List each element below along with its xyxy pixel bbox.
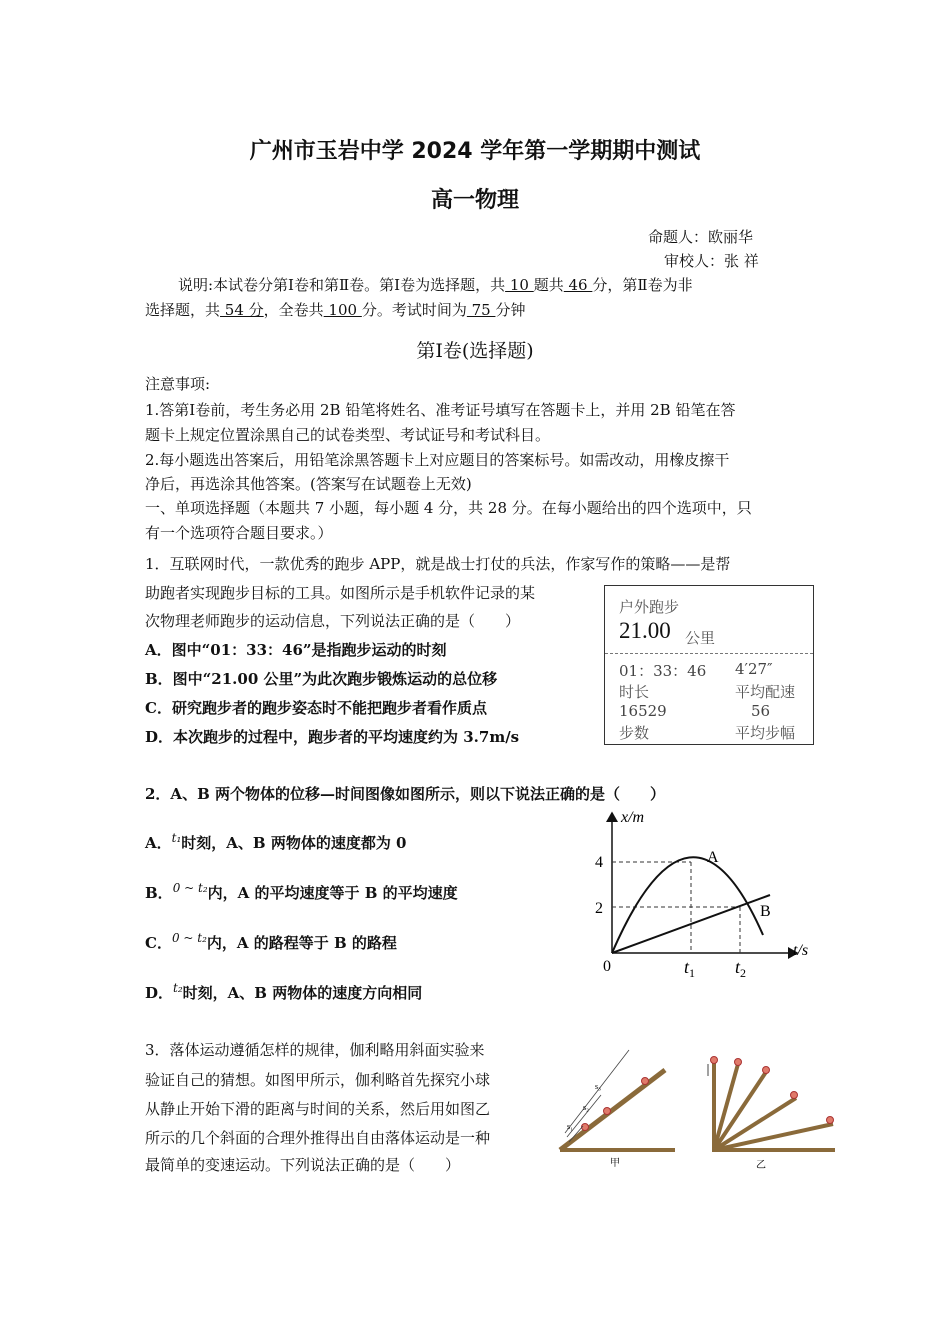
option-text: 时刻，A、B 两物体的速度方向相同 [182, 984, 423, 1002]
q2-option-c [145, 928, 397, 953]
option-letter: D． [145, 984, 174, 1002]
record-pace: 4′27″ [735, 660, 773, 678]
figure-label-yi: 乙 [756, 1160, 766, 1171]
part2-score: 54 分 [220, 301, 264, 319]
intro-line-2 [145, 300, 525, 320]
q1-stem-2: 助跑者实现跑步目标的工具。如图所示是手机软件记录的某 [145, 584, 536, 602]
record-steps: 16529 [619, 702, 667, 720]
x-axis-label: t/s [793, 942, 809, 959]
incline-figure-yi [700, 1050, 840, 1175]
record-steps-label: 步数 [619, 724, 650, 742]
question-count: 10 [505, 276, 534, 294]
t1-letter: t [684, 957, 690, 977]
exam-title: 广州市玉岩中学 2024 学年第一学期期中测试 [249, 139, 701, 164]
t2-label [735, 957, 746, 980]
running-record-box [604, 585, 814, 745]
record-divider [605, 653, 813, 654]
q2-option-b [145, 878, 458, 903]
s3-label: s₃ [595, 1082, 601, 1091]
record-unit: 公里 [685, 629, 716, 647]
incline-plane [560, 1070, 665, 1150]
q1-option-b: B．图中“21.00 公里”为此次跑步锻炼运动的总位移 [145, 670, 498, 688]
record-label: 户外跑步 [619, 598, 680, 616]
line-b-label: B [760, 903, 771, 920]
intro-text: 选择题，共 [145, 301, 221, 319]
ball [604, 1108, 611, 1115]
record-pace-label: 平均配速 [735, 683, 796, 701]
section-title: 第Ⅰ卷(选择题) [416, 340, 534, 362]
figure-label-jia: 甲 [610, 1158, 620, 1169]
reviewer: 审校人：张 祥 [664, 252, 759, 270]
q2-option-a [145, 828, 406, 853]
ball [763, 1067, 770, 1074]
q1-option-c: C．研究跑步者的跑步姿态时不能把跑步者看作质点 [145, 699, 487, 717]
q1-stem-1: 1．互联网时代，一款优秀的跑步 APP，就是战士打仗的兵法，作家写作的策略——是帮 [145, 555, 731, 573]
t1-label [684, 957, 695, 980]
t1-subscript: 1 [689, 966, 696, 980]
ball [791, 1092, 798, 1099]
record-stride: 56 [751, 702, 771, 720]
xt-graph [585, 805, 825, 985]
q3-stem-2: 验证自己的猜想。如图甲所示，伽利略首先探究小球 [145, 1071, 491, 1089]
part1-score: 46 [563, 276, 593, 294]
math-range: 0 ~ t₂ [171, 931, 207, 945]
record-duration: 01：33：46 [619, 662, 707, 680]
total-score: 100 [323, 301, 362, 319]
option-text: 时刻，A、B 两物体的速度都为 0 [181, 834, 407, 852]
q1-option-d: D．本次跑步的过程中，跑步者的平均速度约为 3.7m/s [145, 728, 520, 746]
note-1a: 1.答第Ⅰ卷前，考生务必用 2B 铅笔将姓名、准考证号填写在答题卡上，并用 2B 铅笔在答 [145, 401, 736, 419]
math-range: 0 ~ t₂ [172, 881, 208, 895]
q3-stem-3: 从静止开始下滑的距离与时间的关系，然后用如图乙 [145, 1100, 491, 1118]
q3-stem-5: 最简单的变速运动。下列说法正确的是（ ） [145, 1156, 461, 1174]
q2-option-d [145, 978, 422, 1003]
exam-time: 75 [466, 301, 496, 319]
option-text: 内，A 的平均速度等于 B 的平均速度 [207, 884, 458, 902]
note-1b: 题卡上规定位置涂黑自己的试卷类型、考试证号和考试科目。 [145, 426, 551, 444]
q1-stem-3: 次物理老师跑步的运动信息，下列说法正确的是（ ） [145, 612, 521, 630]
y-tick-2: 2 [595, 900, 603, 917]
option-letter: C． [145, 934, 172, 952]
math-t2: t₂ [173, 981, 183, 995]
option-text: 内，A 的路程等于 B 的路程 [206, 934, 397, 952]
q1-option-a: A．图中“01：33：46”是指跑步运动的时刻 [145, 641, 447, 659]
note-2a: 2.每小题选出答案后，用铅笔涂黑答题卡上对应题目的答案标号。如需改动，用橡皮擦干 [145, 451, 730, 469]
intro-text: 题共 [533, 276, 564, 294]
record-distance: 21.00 [619, 618, 671, 643]
y-tick-4: 4 [595, 854, 603, 871]
option-letter: A． [145, 834, 172, 852]
ball [827, 1117, 834, 1124]
ball [735, 1059, 742, 1066]
record-duration-label: 时长 [619, 683, 650, 701]
intro-text: 分钟 [495, 301, 526, 319]
ball [642, 1078, 649, 1085]
line-b [612, 895, 770, 953]
intro-text: ，全卷共 [263, 301, 324, 319]
intro-text: 分。考试时间为 [361, 301, 467, 319]
t2-letter: t [735, 957, 741, 977]
note-3a: 一、单项选择题（本题共 7 小题，每小题 4 分，共 28 分。在每小题给出的四个选项中，只 [145, 499, 752, 517]
option-letter: B． [145, 884, 173, 902]
s2-label: s₂ [583, 1103, 589, 1112]
intro-text: 分，第Ⅱ卷为非 [592, 276, 693, 294]
author: 命题人：欧丽华 [648, 228, 754, 246]
y-axis-label: x/m [621, 809, 645, 826]
curve-a-label: A [707, 849, 719, 866]
note-2b: 净后，再选涂其他答案。(答案写在试题卷上无效) [145, 475, 472, 493]
record-stride-label: 平均步幅 [735, 724, 796, 742]
ball [711, 1057, 718, 1064]
origin-label: 0 [603, 958, 611, 975]
q3-stem-4: 所示的几个斜面的合理外推得出自由落体运动是一种 [145, 1129, 491, 1147]
intro-text: 说明:本试卷分第Ⅰ卷和第Ⅱ卷。第Ⅰ卷为选择题，共 [178, 276, 506, 294]
q2-stem: 2．A、B 两个物体的位移—时间图像如图所示，则以下说法正确的是（ ） [145, 785, 665, 803]
notes-heading: 注意事项: [145, 375, 211, 393]
intro-line-1 [178, 275, 693, 295]
q3-stem-1: 3．落体运动遵循怎样的规律，伽利略用斜面实验来 [145, 1041, 485, 1059]
t2-subscript: 2 [740, 966, 747, 980]
math-t1: t₁ [171, 831, 182, 845]
incline-figure-jia [555, 1045, 680, 1175]
exam-subtitle: 高一物理 [430, 188, 519, 213]
s1-label: s₁ [567, 1122, 573, 1131]
note-3b: 有一个选项符合题目要求。） [145, 524, 333, 542]
